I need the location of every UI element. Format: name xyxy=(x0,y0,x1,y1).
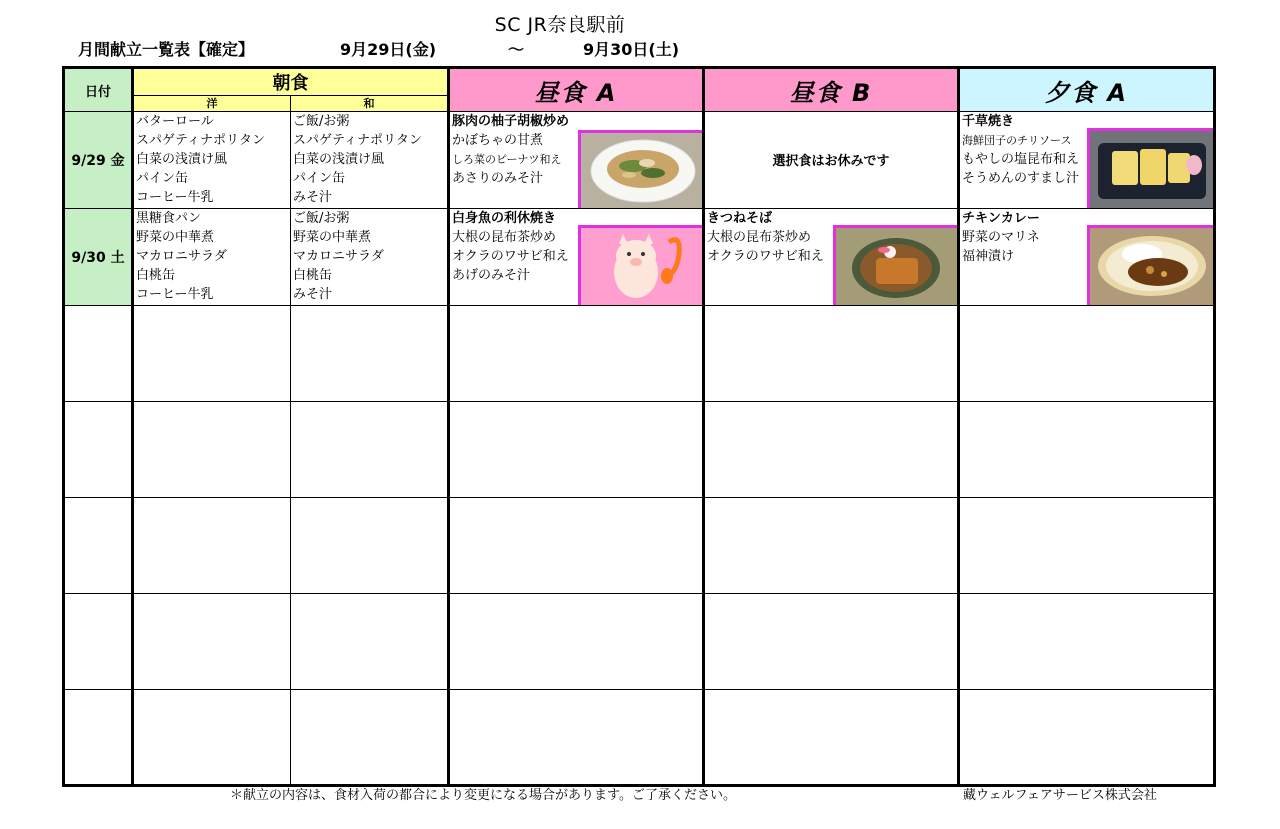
menu-item: 白菜の浅漬け風 xyxy=(136,152,228,167)
breakfast-header: 朝食 xyxy=(133,68,449,96)
stir-fry-photo xyxy=(578,130,702,208)
main-dish: チキンカレー xyxy=(962,211,1040,226)
pig-mascot-icon xyxy=(581,228,702,305)
table-row xyxy=(64,498,1215,594)
menu-item: あげのみそ汁 xyxy=(452,268,531,283)
main-dish: 千草焼き xyxy=(962,114,1015,129)
menu-item: 黒糖食パン xyxy=(136,211,202,226)
soba-bowl-icon xyxy=(836,228,957,305)
menu-item: スパゲティナポリタン xyxy=(136,133,265,148)
table-row xyxy=(64,594,1215,690)
row-date: 9/29 金 xyxy=(64,112,133,209)
lunch-a-header: 昼食 A xyxy=(449,68,704,112)
table-row xyxy=(64,112,1215,209)
breakfast-japanese-cell xyxy=(291,209,449,306)
date-column-header: 日付 xyxy=(64,68,133,112)
menu-item: マカロニサラダ xyxy=(136,249,227,264)
menu-item: あさりのみそ汁 xyxy=(452,171,544,186)
lunch-a-cell xyxy=(449,209,704,306)
date-to: 9月30日(土) xyxy=(583,40,680,59)
row-date: 9/30 土 xyxy=(64,209,133,306)
table-row xyxy=(64,209,1215,306)
table-row xyxy=(64,402,1215,498)
menu-item: スパゲティナポリタン xyxy=(293,133,422,148)
menu-item: 野菜の中華煮 xyxy=(136,230,215,245)
lunch-b-cell xyxy=(704,112,959,209)
menu-item: 福神漬け xyxy=(962,249,1015,264)
chicken-curry-photo xyxy=(1087,225,1213,305)
table-row xyxy=(64,306,1215,402)
menu-item: ご飯/お粥 xyxy=(293,114,350,129)
menu-item: マカロニサラダ xyxy=(293,249,384,264)
breakfast-western-header: 洋 xyxy=(133,96,291,112)
menu-item: みそ汁 xyxy=(293,287,333,302)
menu-item: コーヒー牛乳 xyxy=(136,287,214,302)
menu-item: コーヒー牛乳 xyxy=(136,190,214,205)
menu-table xyxy=(62,66,1216,787)
omelette-photo xyxy=(1087,128,1213,208)
menu-item: もやしの塩昆布和え xyxy=(962,152,1080,167)
menu-item: 野菜のマリネ xyxy=(962,230,1040,245)
table-row xyxy=(64,690,1215,786)
menu-item: パイン缶 xyxy=(136,171,189,186)
lunch-b-cell xyxy=(704,209,959,306)
menu-item: しろ菜のピーナツ和え xyxy=(452,153,562,166)
omelette-icon xyxy=(1090,131,1213,208)
breakfast-western-cell xyxy=(133,112,291,209)
menu-item: かぼちゃの甘煮 xyxy=(452,133,544,148)
menu-item: 野菜の中華煮 xyxy=(293,230,372,245)
menu-item: そうめんのすまし汁 xyxy=(962,171,1080,186)
page-title: SC JR奈良駅前 xyxy=(494,14,626,36)
menu-item: バターロール xyxy=(136,114,214,129)
menu-list-title: 月間献立一覧表【確定】 xyxy=(78,40,255,59)
menu-item: オクラのワサビ和え xyxy=(452,249,569,264)
kitsune-soba-photo xyxy=(833,225,957,305)
dinner-a-header: 夕食 A xyxy=(959,68,1215,112)
menu-item: 白桃缶 xyxy=(293,268,333,283)
main-dish: きつねそば xyxy=(707,211,773,226)
menu-item: 大根の昆布茶炒め xyxy=(452,230,557,245)
breakfast-western-cell xyxy=(133,209,291,306)
company-name: 藏ウェルフェアサービス株式会社 xyxy=(963,788,1157,803)
breakfast-japanese-header: 和 xyxy=(291,96,449,112)
dinner-a-cell xyxy=(959,209,1215,306)
no-selection-message: 選択食はお休みです xyxy=(772,154,890,169)
breakfast-japanese-cell xyxy=(291,112,449,209)
menu-item: オクラのワサビ和え xyxy=(707,249,824,264)
lunch-b-header: 昼食 B xyxy=(704,68,959,112)
menu-item: 白菜の浅漬け風 xyxy=(293,152,385,167)
menu-item: 大根の昆布茶炒め xyxy=(707,230,812,245)
menu-item: 白桃缶 xyxy=(136,268,176,283)
menu-item: ご飯/お粥 xyxy=(293,211,350,226)
disclaimer-note: ＊献立の内容は、食材入荷の都合により変更になる場合があります。ご了承ください。 xyxy=(230,788,736,803)
menu-item: みそ汁 xyxy=(293,190,333,205)
curry-plate-icon xyxy=(1090,228,1213,305)
lunch-a-cell xyxy=(449,112,704,209)
plate-icon xyxy=(581,133,702,208)
menu-item: 海鮮団子のチリソース xyxy=(962,134,1072,147)
menu-item: パイン缶 xyxy=(293,171,346,186)
dinner-a-cell xyxy=(959,112,1215,209)
main-dish: 豚肉の柚子胡椒炒め xyxy=(452,114,570,129)
date-range-tilde: ～ xyxy=(508,40,525,59)
pig-mascot-illustration xyxy=(578,225,702,305)
date-from: 9月29日(金) xyxy=(340,40,437,59)
main-dish: 白身魚の利休焼き xyxy=(452,211,557,226)
